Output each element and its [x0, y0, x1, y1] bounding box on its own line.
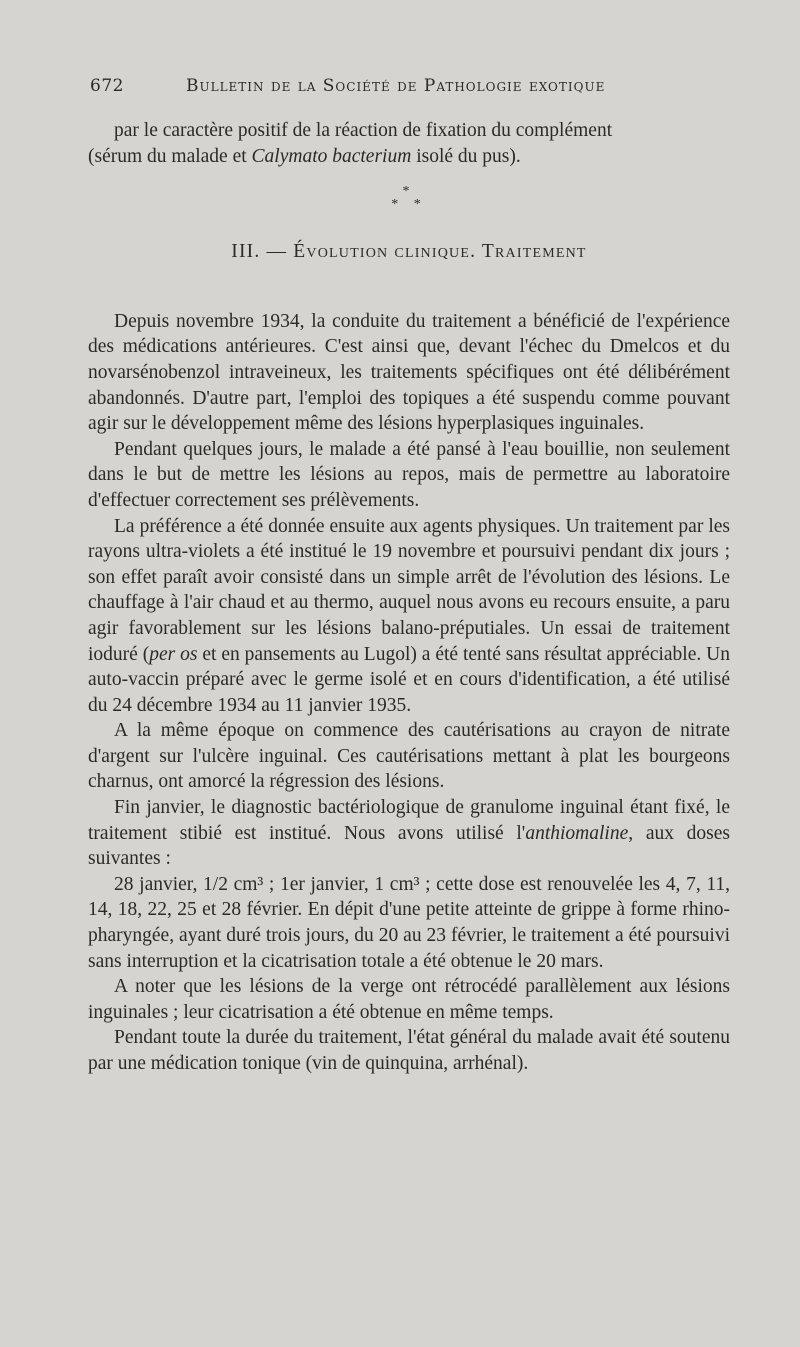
drug-name: anthiomaline — [525, 822, 629, 844]
paragraph-8: Pendant toute la durée du traitement, l'état général du malade avait été soutenu par une médication tonique (vin de quinquina, arrhénal). — [88, 1027, 730, 1074]
paragraph-3-text-b: et en pansements au Lugol) a été tenté sans résultat appréciable. Un auto-vaccin préparé avec le germe isolé et en cours d'identification, a été utilisé du 24 décembre 1934 au 11 janvier 1935. — [88, 643, 730, 716]
paragraph-5-text-b: , aux doses suivantes : — [88, 822, 730, 870]
intro-text: (sérum du malade et — [88, 145, 252, 167]
paragraph-6: 28 janvier, 1/2 cm³ ; 1er janvier, 1 cm³ ; cette dose est renouvelée les 4, 7, 11, 14, 18, 22, 25 et 28 février. En dépit d'une petite atteinte de grippe à forme rhino-pharyngée, ayant duré trois jours, du 20 au 23 février, le traitement a été poursuivi sans interruption et la cicatrisation totale a été obtenue le 20 mars. — [88, 873, 730, 972]
paragraph-3-text-a: La préférence a été donnée ensuite aux agents physiques. Un traitement par les rayons ultra-violets a été institué le 19 novembre et poursuivi pendant dix jours ; son effet paraît avoir consisté dans un simple arrêt de l'évolution des lésions. Le chauffage à l'air chaud et au thermo, auquel nous avons eu recours ensuite, a paru agir favorablement sur les lésions balano-préputiales. Un essai de traitement ioduré ( — [88, 515, 730, 665]
intro-line-1: par le caractère positif de la réaction de fixation du complément — [114, 120, 613, 141]
paragraph-3-italic: per os — [149, 643, 198, 665]
page-header — [90, 76, 730, 100]
paragraph-4: A la même époque on commence des cautérisations au crayon de nitrate d'argent sur l'ulcère inguinal. Ces cautérisations mettant à plat les bourgeons charnus, ont amorcé la régression des lésions. — [88, 720, 730, 793]
paragraph-5-text-a: Fin janvier, le diagnostic bactériologique de granulome inguinal étant fixé, le traitement stibié est institué. Nous avons utilisé l' — [88, 797, 730, 844]
running-head: Bulletin de la Société de Pathologie exotique — [186, 76, 606, 96]
paragraph-1: Depuis novembre 1934, la conduite du traitement a bénéficié de l'expérience des médications antérieures. C'est ainsi que, devant l'échec du Dmelcos et du novarsénobenzol intraveineux, les traitements spécifiques ont été délibérément abandonnés. D'autre part, l'emploi des topiques a été suspendu comme pouvant agir sur le développement même des lésions hyperplasiques inguinales. — [88, 310, 730, 435]
paragraph-3 — [88, 514, 730, 719]
asterism-top: * — [402, 184, 416, 200]
paragraph-7: A noter que les lésions de la verge ont rétrocédé parallèlement aux lésions inguinales ; leur cicatrisation a été obtenue en même temps. — [88, 976, 730, 1023]
asterism-bottom: * * — [391, 197, 427, 213]
asterism — [88, 185, 730, 211]
intro-line-2 — [88, 144, 730, 170]
paragraph-5 — [88, 795, 730, 872]
intro-text-end: isolé du pus). — [411, 145, 521, 167]
paragraph-2: Pendant quelques jours, le malade a été pansé à l'eau bouillie, non seulement dans le but de mettre les lésions au repos, mais de permettre au laboratoire d'effectuer correctement ses prélèvements. — [88, 438, 730, 511]
section-heading: III. — Évolution clinique. Traitement — [231, 241, 587, 263]
page-number: 672 — [90, 76, 124, 96]
page-body — [88, 118, 730, 1077]
bacterium-name: Calymato bacterium — [251, 145, 412, 167]
